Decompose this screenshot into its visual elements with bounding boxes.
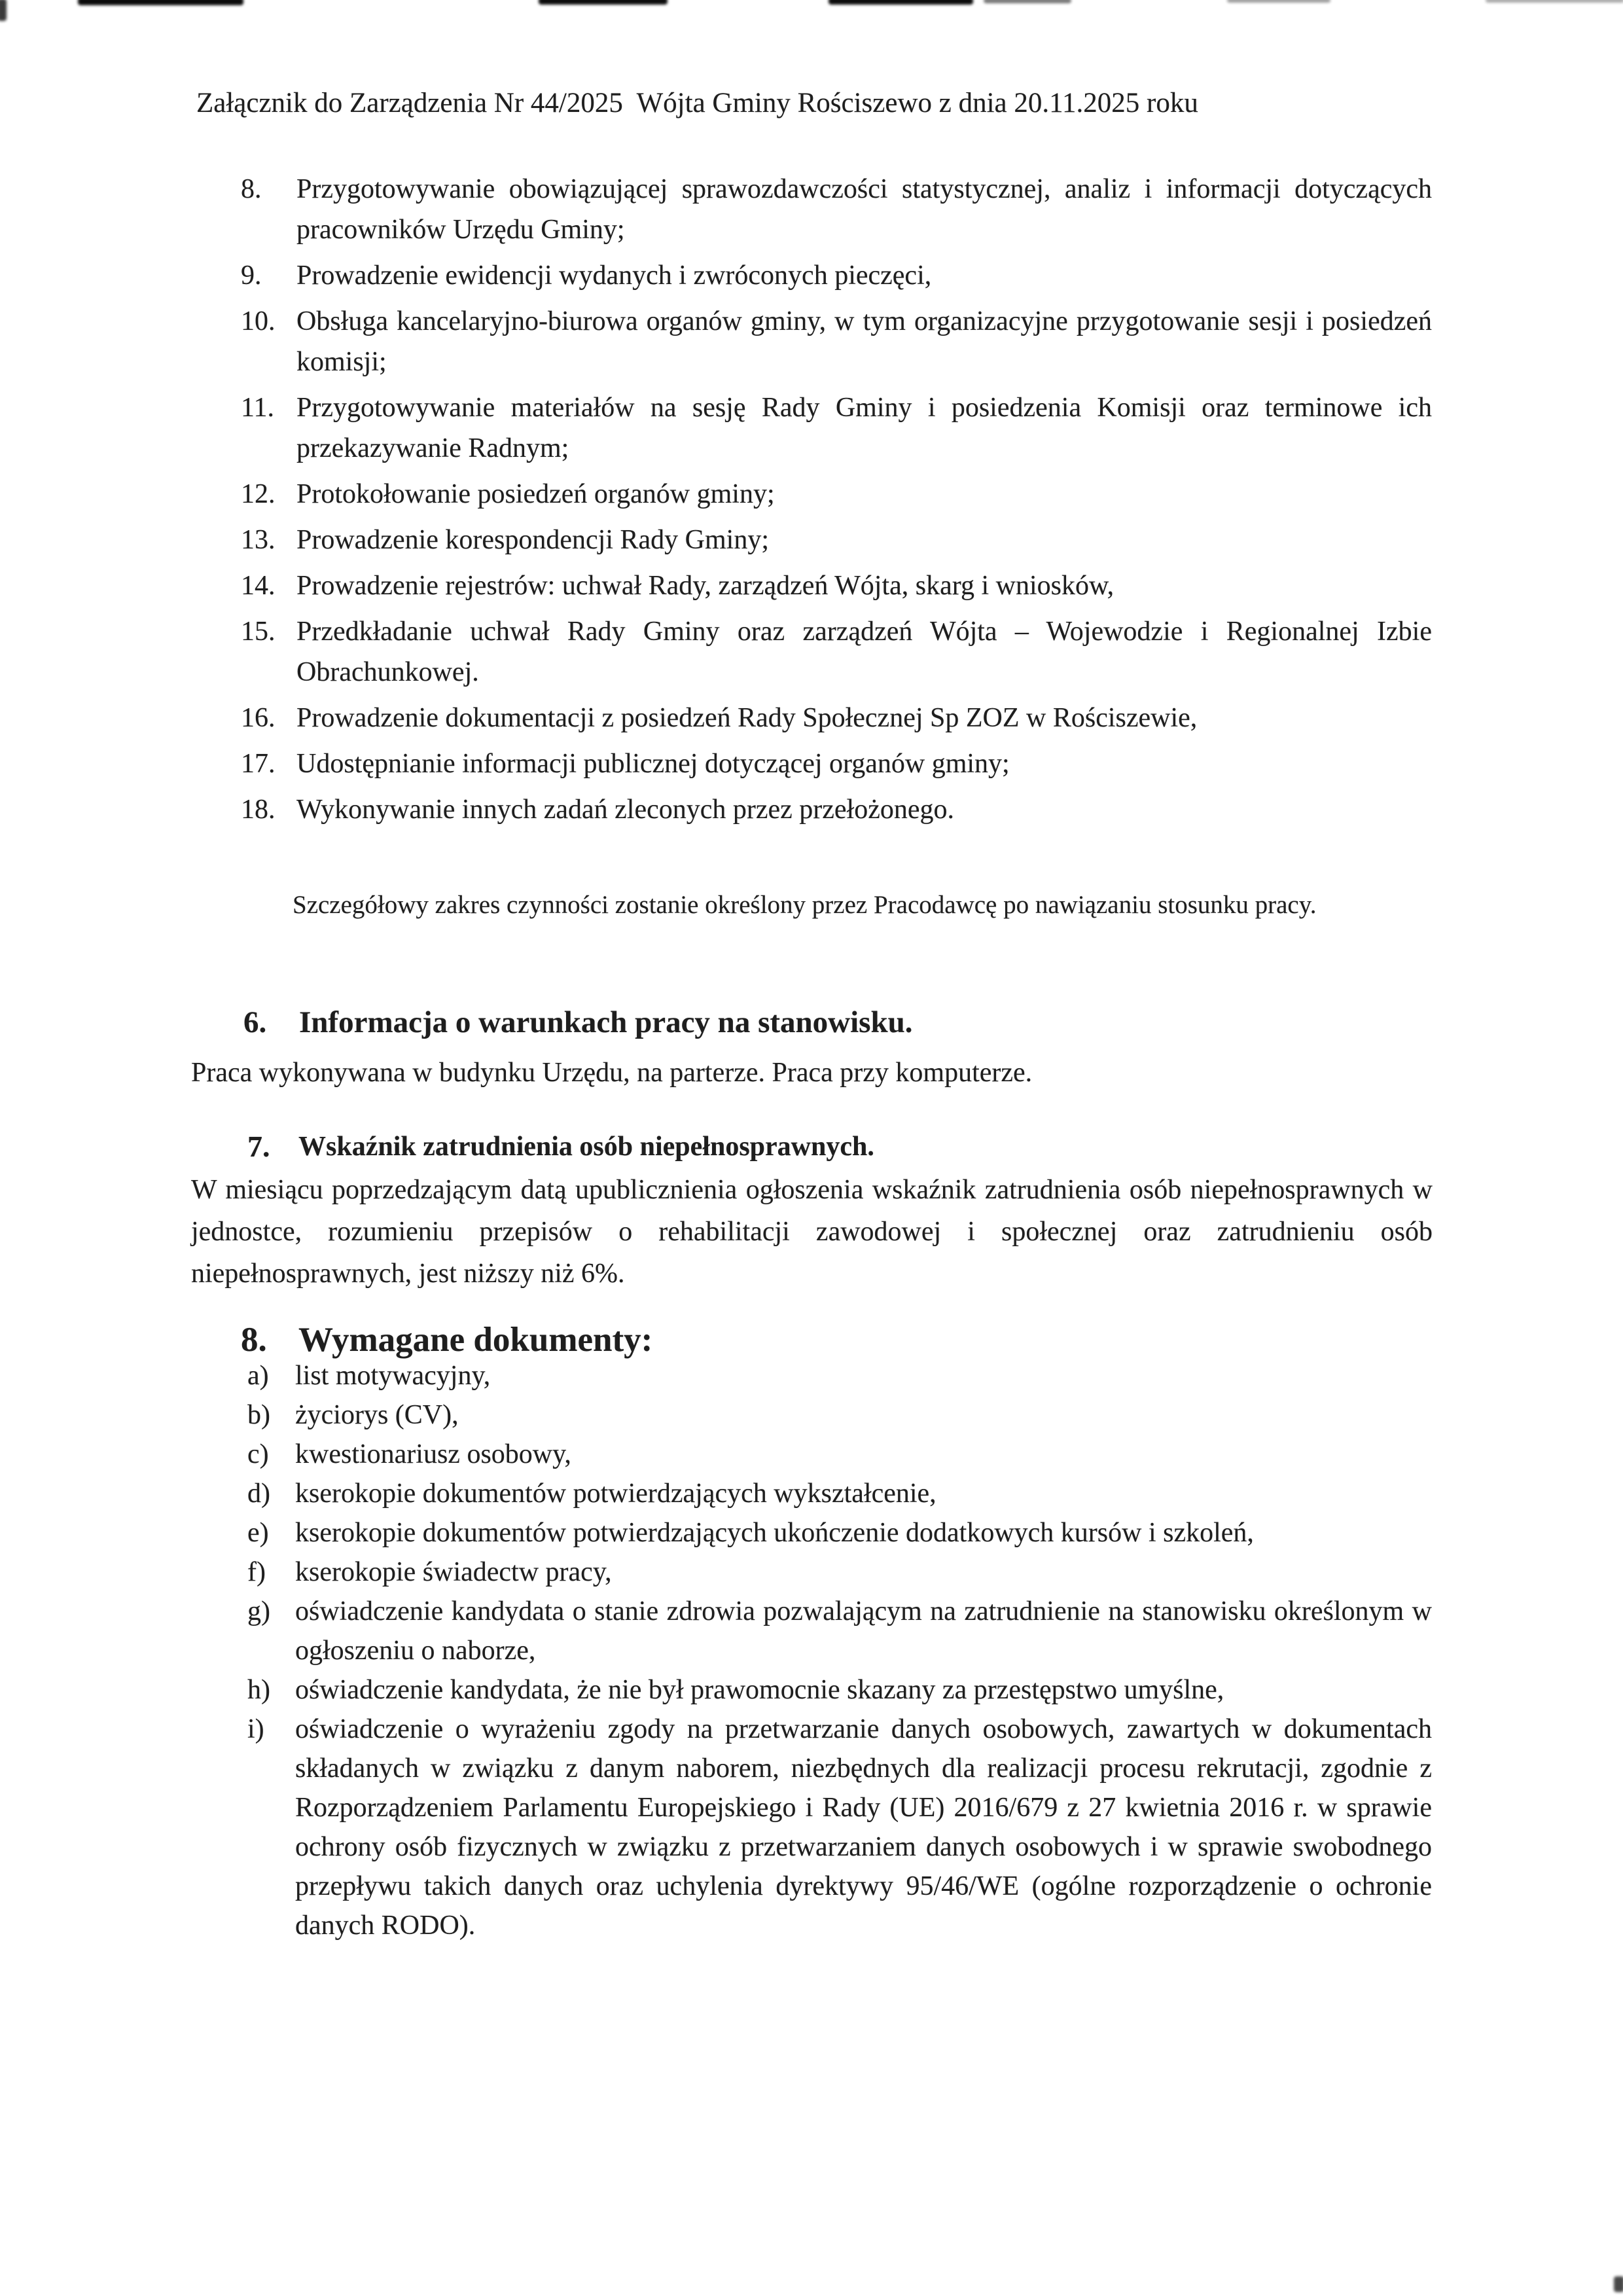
documents-list-item <box>247 1356 1432 1395</box>
duties-list-item <box>241 169 1432 250</box>
duties-list-item <box>241 520 1432 560</box>
duties-list-item <box>241 789 1432 830</box>
documents-list-item <box>247 1670 1432 1710</box>
scan-artifact <box>539 0 668 5</box>
item-number: 18. <box>241 795 276 825</box>
item-text: Prowadzenie korespondencji Rady Gminy; <box>296 525 769 555</box>
item-number: 12. <box>241 479 276 509</box>
section-title: Wymagane dokumenty: <box>298 1321 653 1359</box>
document-header: Załącznik do Zarządzenia Nr 44/2025 Wójta Gminy Rościszewo z dnia 20.11.2025 roku <box>196 88 1198 118</box>
item-text: Przygotowywanie materiałów na sesję Rady Gminy i posiedzenia Komisji oraz terminowe ich przekazywanie Radnym; <box>296 393 1432 463</box>
item-text: kserokopie dokumentów potwierdzających wykształcenie, <box>295 1479 936 1509</box>
section-number: 8. <box>241 1321 267 1359</box>
item-text: Obsługa kancelaryjno-biurowa organów gminy, w tym organizacyjne przygotowanie sesji i posiedzeń komisji; <box>296 306 1432 377</box>
documents-list-item <box>247 1552 1432 1592</box>
section-number: 7. <box>247 1130 270 1163</box>
item-letter: g) <box>247 1596 270 1626</box>
documents-list-item <box>247 1513 1432 1552</box>
scan-artifact <box>0 0 7 21</box>
item-text: oświadczenie kandydata o stanie zdrowia pozwalającym na zatrudnienie na stanowisku określonym w ogłoszeniu o naborze, <box>295 1596 1432 1666</box>
item-number: 11. <box>241 393 274 423</box>
duties-list-item <box>241 744 1432 784</box>
item-text: Prowadzenie ewidencji wydanych i zwróconych pieczęci, <box>296 260 932 291</box>
documents-list-item <box>247 1592 1432 1670</box>
item-letter: f) <box>247 1557 266 1587</box>
scan-artifact <box>1227 0 1330 3</box>
item-number: 10. <box>241 306 276 336</box>
documents-list-item <box>247 1710 1432 1945</box>
documents-list <box>247 1356 1432 1945</box>
section-7-body: W miesiącu poprzedzającym datą upublicznienia ogłoszenia wskaźnik zatrudnienia osób niepełnosprawnych w jednostce, rozumieniu przepisów o rehabilitacji zawodowej i społecznej oraz zatrudnieniu osób niepełnosprawnych, jest niższy niż 6%. <box>191 1175 1433 1289</box>
item-letter: b) <box>247 1400 270 1430</box>
duties-list-item <box>241 565 1432 606</box>
item-number: 16. <box>241 703 276 733</box>
item-text: list motywacyjny, <box>295 1361 491 1391</box>
item-text: Prowadzenie dokumentacji z posiedzeń Rady Społecznej Sp ZOZ w Rościszewie, <box>296 703 1198 733</box>
item-letter: i) <box>247 1714 264 1744</box>
item-text: kwestionariusz osobowy, <box>295 1439 571 1469</box>
item-number: 14. <box>241 571 276 601</box>
item-number: 17. <box>241 749 276 779</box>
section-title: Informacja o warunkach pracy na stanowisku. <box>299 1005 913 1039</box>
item-letter: e) <box>247 1518 269 1548</box>
scan-artifact <box>984 0 1071 3</box>
item-text: życiorys (CV), <box>295 1400 459 1430</box>
item-text: Przedkładanie uchwał Rady Gminy oraz zarządzeń Wójta – Wojewodzie i Regionalnej Izbie Obrachunkowej. <box>296 617 1432 687</box>
item-number: 15. <box>241 617 276 647</box>
item-text: oświadczenie o wyrażeniu zgody na przetwarzanie danych osobowych, zawartych w dokumentach składanych w związku z danym naborem, niezbędnych dla realizacji procesu rekrutacji, zgodnie z Rozporządzeniem Parlamentu Europejskiego i Rady (UE) 2016/679 z 27 kwietnia 2016 r. w sprawie ochrony osób fizycznych w związku z przetwarzaniem danych osobowych i w sprawie swobodnego przepływu takich danych oraz uchylenia dyrektywy 95/46/WE (ogólne rozporządzenie o ochronie danych RODO). <box>295 1714 1432 1941</box>
section-6-heading <box>243 1004 1435 1041</box>
duties-list-item <box>241 255 1432 296</box>
section-6-body: Praca wykonywana w budynku Urzędu, na parterze. Praca przy komputerze. <box>191 1058 1033 1088</box>
item-number: 9. <box>241 260 262 291</box>
item-letter: c) <box>247 1439 269 1469</box>
scan-artifact <box>78 0 243 5</box>
note-paragraph: Szczegółowy zakres czynności zostanie określony przez Pracodawcę po nawiązaniu stosunku pracy. <box>293 891 1317 919</box>
duties-list-item <box>241 698 1432 738</box>
item-text: oświadczenie kandydata, że nie był prawomocnie skazany za przestępstwo umyślne, <box>295 1675 1224 1705</box>
item-text: kserokopie świadectw pracy, <box>295 1557 612 1587</box>
item-letter: d) <box>247 1479 270 1509</box>
scan-artifact <box>829 0 973 5</box>
section-7-heading <box>247 1130 1435 1164</box>
documents-list-item <box>247 1474 1432 1513</box>
item-number: 8. <box>241 174 262 204</box>
item-number: 13. <box>241 525 276 555</box>
section-8-heading <box>241 1319 1432 1360</box>
item-text: Udostępnianie informacji publicznej dotyczącej organów gminy; <box>296 749 1010 779</box>
section-title: Wskaźnik zatrudnienia osób niepełnosprawnych. <box>298 1132 874 1162</box>
duties-list <box>241 169 1432 835</box>
duties-list-item <box>241 387 1432 469</box>
item-text: Protokołowanie posiedzeń organów gminy; <box>296 479 775 509</box>
scan-artifact <box>1486 0 1623 3</box>
item-text: Wykonywanie innych zadań zleconych przez przełożonego. <box>296 795 955 825</box>
duties-list-item <box>241 474 1432 514</box>
documents-list-item <box>247 1395 1432 1435</box>
item-text: kserokopie dokumentów potwierdzających ukończenie dodatkowych kursów i szkoleń, <box>295 1518 1254 1548</box>
duties-list-item <box>241 611 1432 692</box>
duties-list-item <box>241 301 1432 382</box>
documents-list-item <box>247 1435 1432 1474</box>
item-letter: h) <box>247 1675 270 1705</box>
scan-artifact <box>1614 2276 1623 2292</box>
section-number: 6. <box>243 1005 267 1039</box>
item-letter: a) <box>247 1361 269 1391</box>
item-text: Prowadzenie rejestrów: uchwał Rady, zarządzeń Wójta, skarg i wniosków, <box>296 571 1115 601</box>
item-text: Przygotowywanie obowiązującej sprawozdawczości statystycznej, analiz i informacji dotyczących pracowników Urzędu Gminy; <box>296 174 1432 245</box>
